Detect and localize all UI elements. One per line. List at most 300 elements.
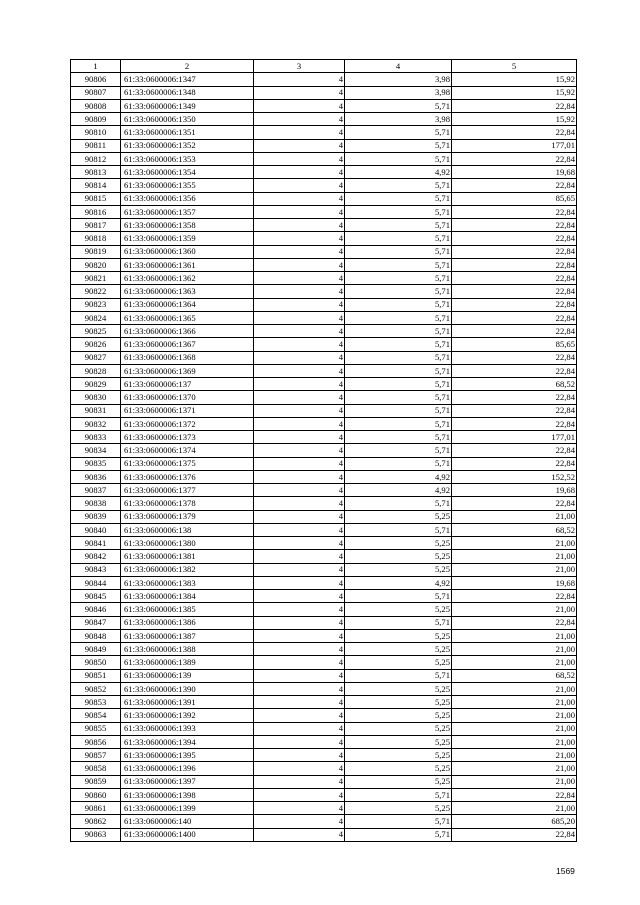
table-cell-col-3: 4	[254, 139, 345, 152]
table-cell-col-1: 90819	[71, 245, 121, 258]
table-cell-col-1: 90833	[71, 431, 121, 444]
table-row	[71, 298, 577, 311]
table-row	[71, 457, 577, 470]
table-cell-col-3: 4	[254, 113, 345, 126]
table-cell-col-5: 21,00	[452, 563, 577, 576]
table-row	[71, 629, 577, 642]
table-cell-col-1: 90812	[71, 152, 121, 165]
table-cell-col-2: 61:33:0600006:1369	[121, 364, 254, 377]
table-cell-col-2: 61:33:0600006:1391	[121, 696, 254, 709]
table-cell-col-3: 4	[254, 126, 345, 139]
table-cell-col-1: 90823	[71, 298, 121, 311]
table-cell-col-3: 4	[254, 722, 345, 735]
table-cell-col-3: 4	[254, 643, 345, 656]
table-cell-col-2: 61:33:0600006:1386	[121, 616, 254, 629]
table-cell-col-3: 4	[254, 709, 345, 722]
table-cell-col-2: 61:33:0600006:1355	[121, 179, 254, 192]
table-cell-col-4: 5,71	[345, 815, 452, 828]
table-cell-col-1: 90811	[71, 139, 121, 152]
table-row	[71, 311, 577, 324]
table-cell-col-4: 5,25	[345, 510, 452, 523]
table-cell-col-2: 61:33:0600006:1366	[121, 325, 254, 338]
table-cell-col-2: 61:33:0600006:1373	[121, 431, 254, 444]
table-cell-col-3: 4	[254, 576, 345, 589]
table-cell-col-3: 4	[254, 404, 345, 417]
table-cell-col-3: 4	[254, 298, 345, 311]
table-cell-col-2: 61:33:0600006:1376	[121, 470, 254, 483]
table-cell-col-5: 21,00	[452, 603, 577, 616]
table-cell-col-2: 61:33:0600006:140	[121, 815, 254, 828]
table-cell-col-1: 90821	[71, 272, 121, 285]
table-cell-col-5: 19,68	[452, 166, 577, 179]
table-cell-col-3: 4	[254, 338, 345, 351]
table-cell-col-2: 61:33:0600006:1375	[121, 457, 254, 470]
table-cell-col-2: 61:33:0600006:1354	[121, 166, 254, 179]
table-cell-col-2: 61:33:0600006:1368	[121, 351, 254, 364]
table-cell-col-5: 22,84	[452, 179, 577, 192]
table-cell-col-2: 61:33:0600006:1363	[121, 285, 254, 298]
table-cell-col-5: 21,00	[452, 696, 577, 709]
table-row	[71, 325, 577, 338]
table-cell-col-4: 5,71	[345, 404, 452, 417]
table-row	[71, 351, 577, 364]
table-cell-col-3: 4	[254, 258, 345, 271]
table-cell-col-5: 21,00	[452, 762, 577, 775]
table-cell-col-4: 4,92	[345, 484, 452, 497]
table-cell-col-3: 4	[254, 285, 345, 298]
table-row	[71, 245, 577, 258]
table-cell-col-2: 61:33:0600006:1394	[121, 735, 254, 748]
table-cell-col-4: 5,71	[345, 152, 452, 165]
table-cell-col-1: 90863	[71, 828, 121, 841]
table-cell-col-5: 22,84	[452, 325, 577, 338]
table-cell-col-4: 4,92	[345, 576, 452, 589]
table-cell-col-2: 61:33:0600006:1374	[121, 444, 254, 457]
table-cell-col-1: 90832	[71, 417, 121, 430]
table-cell-col-3: 4	[254, 205, 345, 218]
table-row	[71, 417, 577, 430]
table-row	[71, 722, 577, 735]
table-cell-col-3: 4	[254, 696, 345, 709]
table-row	[71, 643, 577, 656]
table-cell-col-3: 4	[254, 590, 345, 603]
table-row	[71, 669, 577, 682]
table-row	[71, 735, 577, 748]
table-row	[71, 205, 577, 218]
table-cell-col-5: 22,84	[452, 245, 577, 258]
table-cell-col-4: 5,25	[345, 643, 452, 656]
table-cell-col-5: 22,84	[452, 99, 577, 112]
table-row	[71, 802, 577, 815]
table-cell-col-2: 61:33:0600006:1393	[121, 722, 254, 735]
table-cell-col-3: 4	[254, 775, 345, 788]
table-row	[71, 113, 577, 126]
table-cell-col-5: 21,00	[452, 682, 577, 695]
table-cell-col-2: 61:33:0600006:1389	[121, 656, 254, 669]
table-row	[71, 391, 577, 404]
table-cell-col-5: 19,68	[452, 484, 577, 497]
table-cell-col-1: 90830	[71, 391, 121, 404]
table-cell-col-1: 90839	[71, 510, 121, 523]
table-cell-col-2: 61:33:0600006:1372	[121, 417, 254, 430]
table-cell-col-3: 4	[254, 815, 345, 828]
table-cell-col-2: 61:33:0600006:1359	[121, 232, 254, 245]
table-cell-col-1: 90837	[71, 484, 121, 497]
table-row	[71, 563, 577, 576]
table-cell-col-1: 90848	[71, 629, 121, 642]
table-cell-col-1: 90834	[71, 444, 121, 457]
table-cell-col-2: 61:33:0600006:1388	[121, 643, 254, 656]
table-cell-col-1: 90813	[71, 166, 121, 179]
table-cell-col-5: 22,84	[452, 417, 577, 430]
table-cell-col-2: 61:33:0600006:1358	[121, 219, 254, 232]
table-cell-col-1: 90828	[71, 364, 121, 377]
table-cell-col-1: 90820	[71, 258, 121, 271]
table-cell-col-3: 4	[254, 99, 345, 112]
table-cell-col-1: 90855	[71, 722, 121, 735]
table-cell-col-2: 61:33:0600006:1380	[121, 537, 254, 550]
table-cell-col-4: 5,25	[345, 682, 452, 695]
table-cell-col-1: 90835	[71, 457, 121, 470]
table-header-row	[71, 60, 577, 73]
table-cell-col-3: 4	[254, 391, 345, 404]
table-cell-col-3: 4	[254, 749, 345, 762]
table-cell-col-2: 61:33:0600006:1350	[121, 113, 254, 126]
table-cell-col-3: 4	[254, 828, 345, 841]
table-cell-col-5: 15,92	[452, 73, 577, 86]
table-cell-col-5: 68,52	[452, 669, 577, 682]
table-cell-col-4: 4,92	[345, 166, 452, 179]
table-cell-col-1: 90852	[71, 682, 121, 695]
table-cell-col-1: 90844	[71, 576, 121, 589]
table-cell-col-5: 21,00	[452, 722, 577, 735]
table-cell-col-1: 90859	[71, 775, 121, 788]
table-cell-col-4: 5,71	[345, 272, 452, 285]
table-cell-col-1: 90842	[71, 550, 121, 563]
table-cell-col-5: 21,00	[452, 656, 577, 669]
table-cell-col-5: 22,84	[452, 590, 577, 603]
table-cell-col-3: 4	[254, 444, 345, 457]
table-row	[71, 192, 577, 205]
table-cell-col-1: 90861	[71, 802, 121, 815]
table-cell-col-5: 22,84	[452, 232, 577, 245]
table-cell-col-5: 15,92	[452, 86, 577, 99]
table-cell-col-3: 4	[254, 272, 345, 285]
table-cell-col-3: 4	[254, 537, 345, 550]
table-cell-col-2: 61:33:0600006:1379	[121, 510, 254, 523]
table-cell-col-1: 90860	[71, 788, 121, 801]
table-cell-col-1: 90826	[71, 338, 121, 351]
table-row	[71, 166, 577, 179]
table-cell-col-4: 5,25	[345, 775, 452, 788]
table-cell-col-5: 68,52	[452, 523, 577, 536]
table-cell-col-2: 61:33:0600006:1349	[121, 99, 254, 112]
table-cell-col-5: 22,84	[452, 497, 577, 510]
table-cell-col-1: 90847	[71, 616, 121, 629]
column-header-3: 3	[254, 60, 345, 73]
table-cell-col-3: 4	[254, 245, 345, 258]
table-cell-col-1: 90817	[71, 219, 121, 232]
table-cell-col-2: 61:33:0600006:1384	[121, 590, 254, 603]
table-cell-col-5: 21,00	[452, 802, 577, 815]
table-cell-col-5: 21,00	[452, 643, 577, 656]
table-cell-col-4: 5,25	[345, 696, 452, 709]
table-cell-col-3: 4	[254, 656, 345, 669]
column-header-2: 2	[121, 60, 254, 73]
table-row	[71, 431, 577, 444]
table-cell-col-5: 21,00	[452, 709, 577, 722]
table-row	[71, 470, 577, 483]
table-row	[71, 523, 577, 536]
table-cell-col-3: 4	[254, 550, 345, 563]
table-row	[71, 378, 577, 391]
table-cell-col-3: 4	[254, 351, 345, 364]
table-cell-col-3: 4	[254, 417, 345, 430]
table-cell-col-1: 90808	[71, 99, 121, 112]
table-cell-col-4: 5,25	[345, 550, 452, 563]
table-row	[71, 272, 577, 285]
table-cell-col-1: 90816	[71, 205, 121, 218]
table-cell-col-4: 5,25	[345, 709, 452, 722]
table-cell-col-5: 22,84	[452, 298, 577, 311]
table-cell-col-5: 21,00	[452, 629, 577, 642]
table-cell-col-1: 90818	[71, 232, 121, 245]
table-row	[71, 126, 577, 139]
table-cell-col-3: 4	[254, 523, 345, 536]
table-cell-col-4: 5,25	[345, 762, 452, 775]
table-cell-col-4: 5,71	[345, 616, 452, 629]
table-cell-col-1: 90838	[71, 497, 121, 510]
table-cell-col-4: 5,71	[345, 219, 452, 232]
table-row	[71, 696, 577, 709]
table-row	[71, 749, 577, 762]
table-cell-col-4: 5,71	[345, 444, 452, 457]
table-cell-col-1: 90849	[71, 643, 121, 656]
table-cell-col-2: 61:33:0600006:137	[121, 378, 254, 391]
table-cell-col-3: 4	[254, 179, 345, 192]
table-cell-col-2: 61:33:0600006:1353	[121, 152, 254, 165]
table-cell-col-4: 5,71	[345, 126, 452, 139]
table-cell-col-1: 90862	[71, 815, 121, 828]
table-cell-col-3: 4	[254, 470, 345, 483]
table-row	[71, 99, 577, 112]
column-header-4: 4	[345, 60, 452, 73]
table-row	[71, 510, 577, 523]
table-cell-col-3: 4	[254, 735, 345, 748]
table-cell-col-1: 90814	[71, 179, 121, 192]
table-cell-col-3: 4	[254, 86, 345, 99]
table-cell-col-4: 5,71	[345, 285, 452, 298]
table-cell-col-5: 22,84	[452, 258, 577, 271]
table-cell-col-1: 90829	[71, 378, 121, 391]
table-cell-col-3: 4	[254, 166, 345, 179]
table-cell-col-3: 4	[254, 457, 345, 470]
table-cell-col-4: 5,71	[345, 431, 452, 444]
table-cell-col-3: 4	[254, 762, 345, 775]
column-header-5: 5	[452, 60, 577, 73]
table-cell-col-3: 4	[254, 629, 345, 642]
table-cell-col-2: 61:33:0600006:1356	[121, 192, 254, 205]
table-cell-col-5: 22,84	[452, 272, 577, 285]
table-cell-col-4: 5,71	[345, 351, 452, 364]
table-cell-col-2: 61:33:0600006:1382	[121, 563, 254, 576]
table-cell-col-3: 4	[254, 232, 345, 245]
table-cell-col-1: 90857	[71, 749, 121, 762]
table-row	[71, 152, 577, 165]
table-cell-col-1: 90846	[71, 603, 121, 616]
table-cell-col-2: 61:33:0600006:1365	[121, 311, 254, 324]
table-cell-col-4: 5,71	[345, 192, 452, 205]
table-cell-col-5: 22,84	[452, 788, 577, 801]
table-cell-col-2: 61:33:0600006:1377	[121, 484, 254, 497]
table-cell-col-1: 90850	[71, 656, 121, 669]
table-row	[71, 590, 577, 603]
table-cell-col-5: 19,68	[452, 576, 577, 589]
table-cell-col-5: 22,84	[452, 351, 577, 364]
table-cell-col-4: 5,71	[345, 99, 452, 112]
table-row	[71, 285, 577, 298]
table-cell-col-4: 5,71	[345, 828, 452, 841]
table-cell-col-3: 4	[254, 788, 345, 801]
table-cell-col-2: 61:33:0600006:1364	[121, 298, 254, 311]
table-cell-col-5: 22,84	[452, 404, 577, 417]
table-cell-col-4: 5,71	[345, 523, 452, 536]
table-cell-col-5: 21,00	[452, 735, 577, 748]
table-cell-col-4: 5,25	[345, 749, 452, 762]
table-cell-col-2: 61:33:0600006:1367	[121, 338, 254, 351]
table-cell-col-4: 5,71	[345, 311, 452, 324]
table-cell-col-2: 61:33:0600006:1398	[121, 788, 254, 801]
column-header-1: 1	[71, 60, 121, 73]
table-cell-col-2: 61:33:0600006:1381	[121, 550, 254, 563]
table-cell-col-2: 61:33:0600006:1400	[121, 828, 254, 841]
table-row	[71, 815, 577, 828]
table-cell-col-4: 5,71	[345, 378, 452, 391]
table-cell-col-5: 177,01	[452, 431, 577, 444]
table-cell-col-5: 22,84	[452, 444, 577, 457]
table-cell-col-5: 22,84	[452, 205, 577, 218]
table-cell-col-4: 5,25	[345, 603, 452, 616]
table-cell-col-5: 21,00	[452, 550, 577, 563]
table-cell-col-3: 4	[254, 152, 345, 165]
table-cell-col-4: 5,25	[345, 537, 452, 550]
table-cell-col-4: 5,71	[345, 179, 452, 192]
table-cell-col-3: 4	[254, 603, 345, 616]
table-row	[71, 576, 577, 589]
table-cell-col-5: 15,92	[452, 113, 577, 126]
table-cell-col-5: 22,84	[452, 126, 577, 139]
table-cell-col-1: 90827	[71, 351, 121, 364]
table-cell-col-4: 4,92	[345, 470, 452, 483]
table-cell-col-2: 61:33:0600006:1371	[121, 404, 254, 417]
table-cell-col-4: 5,71	[345, 417, 452, 430]
table-cell-col-4: 3,98	[345, 113, 452, 126]
table-cell-col-5: 21,00	[452, 749, 577, 762]
table-cell-col-2: 61:33:0600006:1348	[121, 86, 254, 99]
table-cell-col-5: 21,00	[452, 537, 577, 550]
table-cell-col-2: 61:33:0600006:1383	[121, 576, 254, 589]
table-row	[71, 682, 577, 695]
table-row	[71, 788, 577, 801]
table-cell-col-1: 90806	[71, 73, 121, 86]
table-row	[71, 603, 577, 616]
table-cell-col-4: 5,71	[345, 497, 452, 510]
table-cell-col-3: 4	[254, 563, 345, 576]
table-cell-col-3: 4	[254, 325, 345, 338]
table-cell-col-2: 61:33:0600006:1397	[121, 775, 254, 788]
table-cell-col-2: 61:33:0600006:1357	[121, 205, 254, 218]
table-cell-col-2: 61:33:0600006:1347	[121, 73, 254, 86]
table-cell-col-1: 90815	[71, 192, 121, 205]
table-cell-col-3: 4	[254, 311, 345, 324]
table-cell-col-5: 68,52	[452, 378, 577, 391]
table-cell-col-5: 22,84	[452, 616, 577, 629]
table-row	[71, 497, 577, 510]
table-cell-col-1: 90824	[71, 311, 121, 324]
table-cell-col-4: 5,71	[345, 669, 452, 682]
table-cell-col-1: 90810	[71, 126, 121, 139]
table-cell-col-2: 61:33:0600006:1392	[121, 709, 254, 722]
table-cell-col-5: 685,20	[452, 815, 577, 828]
table-cell-col-2: 61:33:0600006:1352	[121, 139, 254, 152]
table-row	[71, 444, 577, 457]
table-cell-col-3: 4	[254, 484, 345, 497]
table-row	[71, 775, 577, 788]
table-cell-col-3: 4	[254, 192, 345, 205]
table-row	[71, 258, 577, 271]
table-cell-col-1: 90851	[71, 669, 121, 682]
table-cell-col-4: 5,25	[345, 563, 452, 576]
table-row	[71, 828, 577, 841]
table-cell-col-1: 90841	[71, 537, 121, 550]
table-row	[71, 364, 577, 377]
table-cell-col-3: 4	[254, 669, 345, 682]
document-page	[70, 59, 576, 842]
table-cell-col-4: 5,25	[345, 802, 452, 815]
table-cell-col-1: 90822	[71, 285, 121, 298]
table-cell-col-4: 5,71	[345, 788, 452, 801]
table-row	[71, 537, 577, 550]
table-cell-col-2: 61:33:0600006:1399	[121, 802, 254, 815]
table-cell-col-2: 61:33:0600006:1361	[121, 258, 254, 271]
table-cell-col-5: 177,01	[452, 139, 577, 152]
table-row	[71, 232, 577, 245]
table-cell-col-5: 85,65	[452, 192, 577, 205]
table-cell-col-4: 5,25	[345, 629, 452, 642]
table-cell-col-5: 22,84	[452, 391, 577, 404]
table-cell-col-2: 61:33:0600006:1360	[121, 245, 254, 258]
table-cell-col-4: 5,71	[345, 245, 452, 258]
table-cell-col-4: 5,71	[345, 391, 452, 404]
table-cell-col-5: 22,84	[452, 457, 577, 470]
table-cell-col-4: 5,71	[345, 338, 452, 351]
table-cell-col-1: 90836	[71, 470, 121, 483]
table-cell-col-3: 4	[254, 219, 345, 232]
table-cell-col-4: 5,71	[345, 258, 452, 271]
table-cell-col-1: 90854	[71, 709, 121, 722]
table-body	[71, 73, 577, 842]
table-cell-col-1: 90856	[71, 735, 121, 748]
table-cell-col-1: 90858	[71, 762, 121, 775]
table-cell-col-4: 5,71	[345, 298, 452, 311]
table-row	[71, 73, 577, 86]
table-cell-col-3: 4	[254, 802, 345, 815]
table-cell-col-3: 4	[254, 364, 345, 377]
table-cell-col-2: 61:33:0600006:1395	[121, 749, 254, 762]
table-cell-col-3: 4	[254, 378, 345, 391]
table-cell-col-2: 61:33:0600006:1351	[121, 126, 254, 139]
table-cell-col-2: 61:33:0600006:1387	[121, 629, 254, 642]
